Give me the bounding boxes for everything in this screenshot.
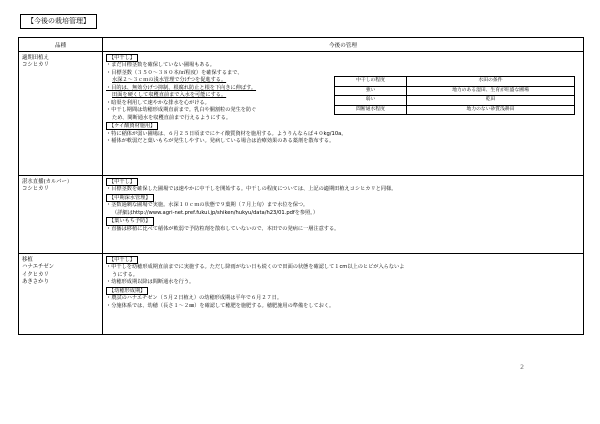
- text-line: ・農試のハナエチゼン（５月２日植え）の幼穂形成期は平年で６月２７日。: [106, 295, 283, 302]
- section-heading: 【中干し】: [106, 178, 138, 186]
- subtable-cell: 間断通水程度: [335, 105, 407, 115]
- text-line: （詳細はhttp://www.agri-net.pref.fukui.jp/shiken/hukyu/data/h23/01.pdfを参照。）: [112, 209, 319, 216]
- management-cell: [103, 254, 583, 310]
- subtable-cell: 中干しの程度: [335, 77, 407, 87]
- section-heading: 【中干し】: [106, 256, 138, 264]
- table-row: [19, 52, 584, 176]
- text-line: ・暗渠を利用して速やかな排水を心がける。: [106, 99, 210, 106]
- text-line: ・まだ目標茎数を確保していない圃場もある。: [106, 62, 215, 69]
- section-heading: 【中期深水管理】: [106, 194, 154, 202]
- text-line: ・幼穂形成期以降は間断通水を行う。: [106, 279, 195, 286]
- subtable-cell: 地力のある湿田、生育が旺盛な圃場: [407, 86, 575, 96]
- text-line: ため、間断通水を収穫直前まで行えるようにする。: [112, 114, 232, 121]
- text-line: ・直播は移植に比べて稲体が軟弱で予防粒剤を散布していないので、本田での発病に一層注意する。: [106, 225, 340, 232]
- subtable-cell: 水田の条件: [407, 77, 575, 87]
- drainage-level-table: [334, 76, 575, 115]
- text-line: ・稲体が軟弱だと葉いもちが発生しやすい。発病している場合は治療効果のある薬剤を散布する。: [106, 137, 335, 144]
- section-heading: 【葉いもち予防】: [106, 217, 154, 225]
- section-title: 【今後の栽培管理】: [20, 14, 97, 29]
- management-cell: [103, 52, 583, 145]
- subtable-cell: 乾田: [407, 96, 575, 106]
- subtable-cell: 弱い: [335, 96, 407, 106]
- variety-name: 移植 ハナエチゼン イクヒカリ あきさかり: [22, 257, 55, 285]
- text-line: ・特に稲体が弱い圃場は、６月２５日頃までにケイ酸質資材を施用する。ようりんならば４０kg/10a。: [106, 130, 347, 137]
- variety-name: 適期田植え コシヒカリ: [22, 55, 49, 69]
- text-line: 田面を硬くして収穫直前まで入水を可能にする。: [112, 92, 227, 99]
- header-management: 今後の管理: [103, 38, 584, 52]
- table-row: [19, 254, 584, 335]
- text-line: ・分施体系では、幼穂（長さ１～２㎜）を確認して穂肥を施肥する。穂肥施用の準備をしておく。: [106, 302, 335, 309]
- management-table: [18, 37, 584, 335]
- table-header-row: [19, 38, 584, 52]
- text-line: ・茎数過剰な圃場で実施。水深１０ｃｍの状態で９葉期（７月上旬）まで水位を保つ。: [106, 202, 309, 209]
- page-number: 2: [520, 363, 525, 371]
- section-heading: 【中干し】: [106, 54, 138, 62]
- text-line: うにする。: [112, 271, 138, 278]
- header-variety: 品種: [19, 38, 103, 52]
- text-line: 水深２～３ｃｍの浅水管理で分げつを促進する。: [112, 77, 227, 84]
- management-cell: [103, 176, 583, 233]
- text-line: ・中干しを幼穂形成期直前までに実施する。ただし降雨がない日も続くので田面の状態を確認して１cm以上のヒビが入らないよ: [106, 264, 405, 271]
- section-heading: 【幼穂形成期】: [106, 287, 148, 295]
- text-line: ・目標茎数を確保した圃場では速やかに中干しを開始する。中干しの程度については、上記の適期田植えコシヒカリと同様。: [106, 186, 397, 193]
- text-line: ・中干し期間は幼穂形成期直前まで。乳白や胴割粒の発生を防ぐ: [106, 107, 257, 114]
- table-row: [19, 176, 584, 254]
- variety-name: 湛水直播(カルパー） コシヒカリ: [22, 179, 73, 193]
- text-line: ・目標茎数（３５０～３８０本/㎡程度）を確保するまで、: [106, 69, 243, 76]
- section-heading: 【ケイ酸資材施用】: [106, 122, 158, 130]
- subtable-cell: 強い: [335, 86, 407, 96]
- subtable-cell: 地力のない砂質浅耕田: [407, 105, 575, 115]
- text-line: ・目的は、無効分げつ抑制、根腐れ防止と根を下向きに伸ばす。: [106, 84, 257, 91]
